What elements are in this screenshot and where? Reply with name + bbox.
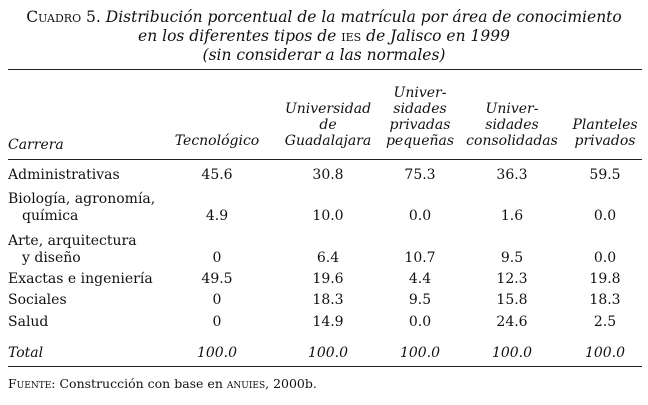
- table-cell: 36.3: [496, 167, 528, 183]
- table-cell: 0.0: [408, 314, 432, 330]
- column-header-2-line-3: Guadalajara: [284, 133, 372, 149]
- top-rule: [8, 69, 642, 70]
- caption-line2-before: en los diferentes tipos de: [138, 27, 337, 45]
- total-label: Total: [8, 345, 44, 361]
- total-cell: 100.0: [491, 345, 533, 361]
- table-cell: 18.3: [312, 292, 344, 308]
- column-header-5-line-2: privados: [574, 133, 636, 149]
- total-cell: 100.0: [307, 345, 349, 361]
- column-header-4-line-1: Univer-: [485, 101, 539, 117]
- row-label: Administrativas: [8, 167, 120, 183]
- table-cell: 0: [212, 314, 222, 330]
- row-label: Sociales: [8, 292, 67, 308]
- footnote-abbrev: anuies: [226, 376, 266, 391]
- column-header-3-line-2: sidades: [393, 101, 447, 117]
- column-header-3-line-1: Univer-: [393, 85, 447, 101]
- row-label: Biología, agronomía,: [8, 191, 156, 207]
- row-label: Arte, arquitectura: [8, 233, 137, 249]
- table-cell: 0.0: [593, 250, 617, 266]
- table-caption: [0, 8, 648, 27]
- column-header-2-line-2: de: [319, 117, 337, 133]
- caption-line2-after: de Jalisco en 1999: [366, 27, 510, 45]
- table-cell: 10.7: [404, 250, 436, 266]
- table-cell: 9.5: [408, 292, 432, 308]
- table-cell: 9.5: [500, 250, 524, 266]
- total-cell: 100.0: [196, 345, 238, 361]
- table-cell: 1.6: [500, 208, 524, 224]
- row-label: química: [22, 208, 79, 224]
- caption-label: Cuadro 5.: [26, 8, 101, 26]
- column-header-4-line-2: sidades: [485, 117, 539, 133]
- column-header-3-line-3: privadas: [389, 117, 451, 133]
- caption-title: Distribución porcentual de la matrícula por área de conocimiento: [105, 8, 622, 26]
- table-cell: 19.8: [589, 271, 621, 287]
- column-header-3-line-4: pequeñas: [385, 133, 455, 149]
- table-cell: 0.0: [408, 208, 432, 224]
- table-cell: 0: [212, 250, 222, 266]
- table-cell: 6.4: [316, 250, 340, 266]
- table-caption-line-3: [0, 46, 648, 65]
- table-caption-line-2: [0, 27, 648, 46]
- bottom-rule: [8, 366, 642, 367]
- row-label: Salud: [8, 314, 49, 330]
- column-header-4-line-3: consolidadas: [466, 133, 558, 149]
- stub-header: Carrera: [8, 137, 64, 153]
- table-cell: 15.8: [496, 292, 528, 308]
- table-cell: 14.9: [312, 314, 344, 330]
- footnote: [8, 376, 317, 392]
- table-cell: 45.6: [201, 167, 233, 183]
- total-cell: 100.0: [584, 345, 626, 361]
- table-cell: 10.0: [312, 208, 344, 224]
- table-cell: 0: [212, 292, 222, 308]
- table-cell: 2.5: [593, 314, 617, 330]
- table-cell: 18.3: [589, 292, 621, 308]
- row-label: y diseño: [22, 250, 81, 266]
- table-cell: 75.3: [404, 167, 436, 183]
- table-cell: 30.8: [312, 167, 344, 183]
- column-header-1-line-1: Tecnológico: [174, 133, 260, 149]
- header-rule: [8, 159, 642, 160]
- total-cell: 100.0: [399, 345, 441, 361]
- footnote-text-after: , 2000b.: [265, 376, 317, 391]
- footnote-text-before: Construcción con base en: [59, 376, 223, 391]
- footnote-label: Fuente:: [8, 376, 56, 391]
- column-header-5-line-1: Planteles: [572, 117, 638, 133]
- caption-line2-abbrev: ies: [341, 27, 362, 45]
- column-header-2-line-1: Universidad: [284, 101, 372, 117]
- table-cell: 4.4: [408, 271, 432, 287]
- table-cell: 0.0: [593, 208, 617, 224]
- table-cell: 49.5: [201, 271, 233, 287]
- table-cell: 24.6: [496, 314, 528, 330]
- table-cell: 19.6: [312, 271, 344, 287]
- caption-line3: (sin considerar a las normales): [202, 46, 446, 64]
- row-label: Exactas e ingeniería: [8, 271, 153, 287]
- table-cell: 12.3: [496, 271, 528, 287]
- table-cell: 4.9: [205, 208, 229, 224]
- table-cell: 59.5: [589, 167, 621, 183]
